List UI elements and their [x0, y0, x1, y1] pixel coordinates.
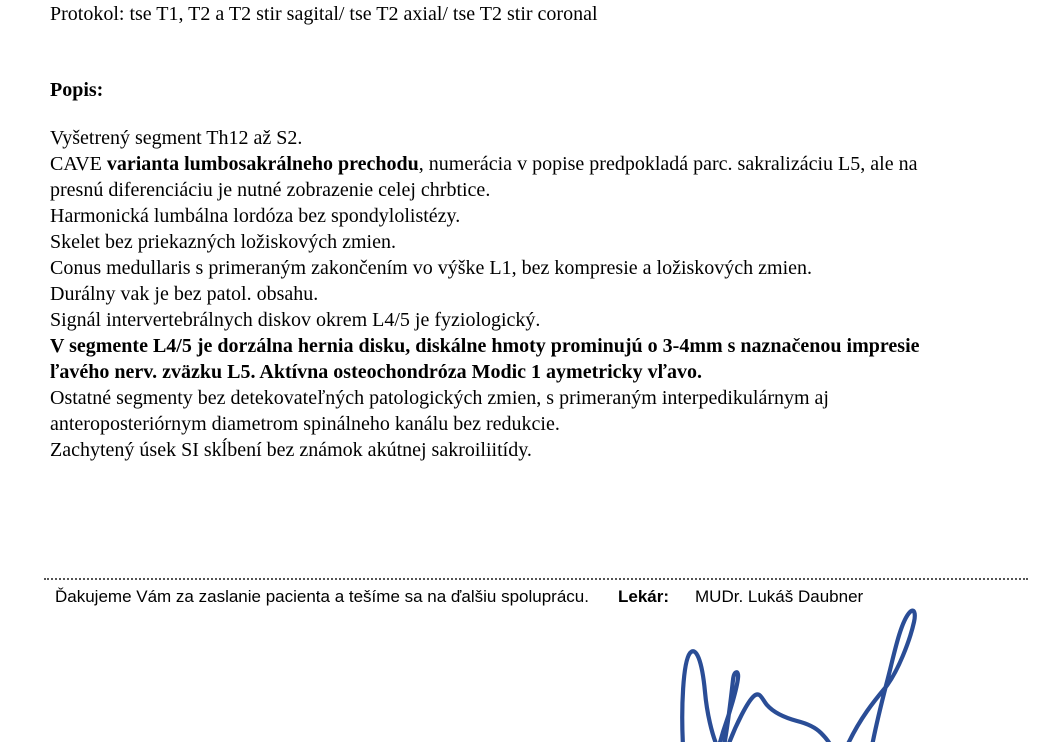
report-line	[50, 255, 1035, 281]
section-heading-popis: Popis:	[50, 79, 104, 101]
report-line	[50, 385, 1035, 411]
doctor-name: MUDr. Lukáš Daubner	[695, 587, 864, 606]
report-text-segment: V segmente L4/5 je dorzálna hernia disku, diskálne hmoty prominujú o 3-4mm s naznačenou impresie	[50, 335, 920, 357]
report-line	[50, 177, 1035, 203]
report-text-segment: Zachytený úsek SI skĺbení bez známok akútnej sakroiliitídy.	[50, 439, 532, 461]
report-line	[50, 125, 1035, 151]
report-text-segment: Skelet bez priekazných ložiskových zmien.	[50, 231, 396, 253]
report-text-segment: Conus medullaris s primeraným zakončením vo výške L1, bez kompresie a ložiskových zmien.	[50, 257, 813, 279]
signature-stroke-arch	[682, 651, 717, 742]
doctor-label: Lekár:	[618, 587, 670, 606]
report-line	[50, 333, 1035, 359]
report-text-segment: ľavého nerv. zväzku L5. Aktívna osteochondróza Modic 1 aymetricky vľavo.	[50, 361, 703, 383]
doctor-signature	[650, 600, 950, 742]
report-text-segment: Ostatné segmenty bez detekovateľných patologických zmien, s primeraným interpedikulárnym aj	[50, 387, 829, 409]
protocol-line: Protokol: tse T1, T2 a T2 stir sagital/ tse T2 axial/ tse T2 stir coronal	[50, 3, 598, 25]
report-line	[50, 281, 1035, 307]
report-text-segment: presnú diferenciáciu je nutné zobrazenie celej chrbtice.	[50, 179, 491, 201]
signature-stroke-loop	[847, 611, 915, 742]
signature-stroke-wave	[728, 694, 831, 742]
report-line	[50, 229, 1035, 255]
divider-dotted	[44, 578, 1028, 580]
report-text-segment: Harmonická lumbálna lordóza bez spondylolistézy.	[50, 205, 461, 227]
report-body	[50, 125, 1035, 463]
report-text-segment: anteroposteriórnym diametrom spinálneho kanálu bez redukcie.	[50, 413, 560, 435]
report-line	[50, 437, 1035, 463]
report-text-segment: CAVE	[50, 153, 107, 175]
report-line	[50, 151, 1035, 177]
report-line	[50, 359, 1035, 385]
report-text-segment: Durálny vak je bez patol. obsahu.	[50, 283, 319, 305]
report-line	[50, 307, 1035, 333]
report-line	[50, 203, 1035, 229]
footer-thanks-text: Ďakujeme Vám za zaslanie pacienta a tešíme sa na ďalšiu spoluprácu.	[55, 587, 589, 606]
report-text-segment: Vyšetrený segment Th12 až S2.	[50, 127, 303, 149]
report-text-segment: Signál intervertebrálnych diskov okrem L4/5 je fyziologický.	[50, 309, 541, 331]
report-text-segment: , numerácia v popise predpokladá parc. sakralizáciu L5, ale na	[418, 153, 918, 175]
report-text-segment: varianta lumbosakrálneho prechodu	[106, 153, 419, 175]
report-line	[50, 411, 1035, 437]
